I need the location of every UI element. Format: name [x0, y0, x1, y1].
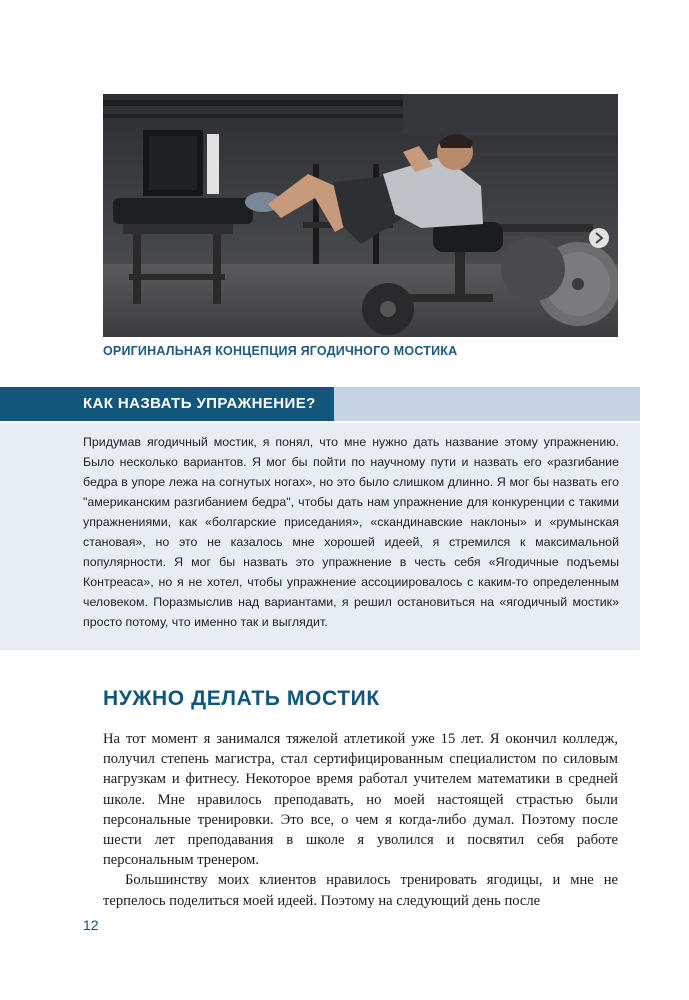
- section-heading: НУЖНО ДЕЛАТЬ МОСТИК: [103, 687, 380, 710]
- body-paragraph: На тот момент я занимался тяжелой атлетикой уже 15 лет. Я окончил колледж, получил степень магистра, стал сертифицированным специалистом по силовым нагрузкам и фитнесу. Некоторое время работал учителем математики в средней школе. Мне нравилось преподавать, но моей настоящей страстью были персональные тренировки. Это все, о чем я когда-либо думал. Поэтому после шести лет преподавания в школе я уволился и посвятил себя работе персональным тренером.: [103, 731, 618, 869]
- figure-caption: ОРИГИНАЛЬНАЯ КОНЦЕПЦИЯ ЯГОДИЧНОГО МОСТИКА: [103, 344, 458, 358]
- exercise-photo: [103, 94, 618, 337]
- sidebar-title: КАК НАЗВАТЬ УПРАЖНЕНИЕ?: [83, 395, 316, 412]
- section-body: [103, 729, 618, 911]
- body-paragraph: Большинству моих клиентов нравилось тренировать ягодицы, и мне не терпелось поделиться моей идеей. Поэтому на следующий день после: [103, 872, 618, 909]
- page-number: 12: [83, 917, 99, 933]
- sidebar-text: Придумав ягодичный мостик, я понял, что мне нужно дать название этому упражнению. Было несколько вариантов. Я мог бы пойти по научному пути и назвать его «разгибание бедра в упоре лежа на согнутых ногах», но это было слишком длинно. Я мог бы назвать его "американским разгибанием бедра", чтобы дать нам упражнение для конкуренции с такими упражнениями, как «болгарские приседания», «скандинавские наклоны» и «румынская становая», но это не казалось мне хорошей идеей, я стремился к максимальной популярности. Я мог бы назвать это упражнение в честь себя «Ягодичные подъемы Контреаса», но я не хотел, чтобы упражнение ассоциировалось с каким-то определенным человеком. Поразмыслив над вариантами, я решил остановиться на «ягодичный мостик» просто потому, что именно так и выглядит.: [83, 435, 619, 629]
